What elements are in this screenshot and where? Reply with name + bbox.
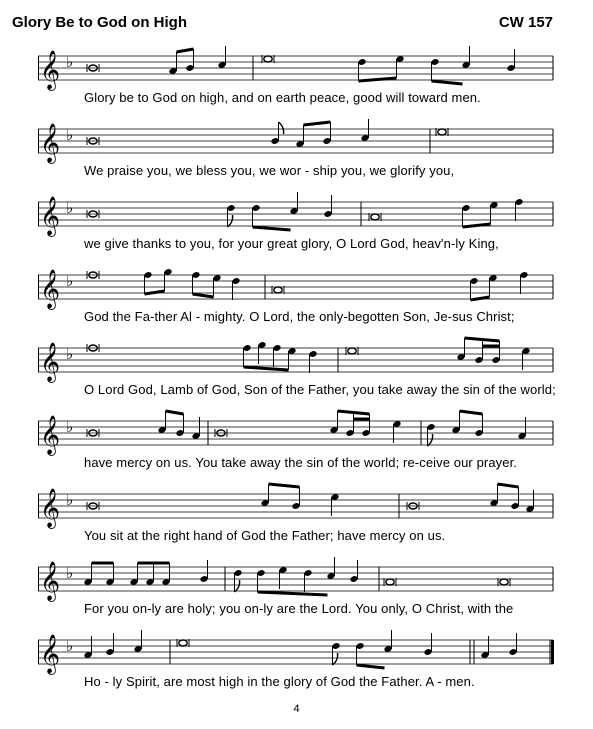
- key-signature-flat: ♭: [66, 491, 74, 509]
- music-system: [38, 44, 553, 90]
- staff: [38, 409, 553, 455]
- beam: [463, 224, 491, 227]
- note-flag: [279, 122, 284, 134]
- note-breve: [348, 348, 356, 354]
- note-breve: [386, 579, 394, 585]
- key-signature-flat: ♭: [66, 564, 74, 582]
- beam: [471, 297, 490, 300]
- music-system: [38, 190, 553, 236]
- beam: [177, 49, 194, 52]
- beam: [359, 78, 397, 81]
- staff: [38, 263, 553, 309]
- beam: [269, 484, 300, 487]
- note-breve: [179, 640, 187, 646]
- staff: [38, 190, 553, 236]
- note-breve: [371, 214, 379, 220]
- final-barline: [551, 640, 554, 664]
- beam: [304, 122, 331, 125]
- staff: [38, 555, 553, 601]
- lyric-line: Glory be to God on high, and on earth peace, good will toward men.: [84, 90, 481, 105]
- key-signature-flat: ♭: [66, 345, 74, 363]
- beam: [465, 338, 500, 341]
- key-signature-flat: ♭: [66, 53, 74, 71]
- staff: [38, 482, 553, 528]
- beam: [498, 484, 519, 487]
- beam: [432, 81, 463, 84]
- lyric-line: God the Fa-ther Al - mighty. O Lord, the only-begotten Son, Je-sus Christ;: [84, 309, 515, 324]
- music-system: [38, 482, 553, 528]
- music-system: [38, 263, 553, 309]
- music-system: [38, 117, 553, 163]
- beam: [193, 294, 214, 297]
- staff: [38, 336, 553, 382]
- treble-clef: 𝄞: [40, 269, 61, 309]
- lyric-line: You sit at the right hand of God the Father; have mercy on us.: [84, 528, 446, 543]
- beam: [460, 411, 483, 414]
- note-breve: [274, 287, 282, 293]
- staff: [38, 628, 553, 674]
- lyric-line: have mercy on us. You take away the sin of the world; re-ceive our prayer.: [84, 455, 518, 470]
- music-system: [38, 555, 553, 601]
- lyric-line: For you on-ly are holy; you on-ly are the Lord. You only, O Christ, with the: [84, 601, 514, 616]
- note-breve: [500, 579, 508, 585]
- lyric-line: Ho - ly Spirit, are most high in the glory of God the Father. A - men.: [84, 674, 475, 689]
- page-number: 4: [293, 703, 300, 715]
- key-signature-flat: ♭: [66, 418, 74, 436]
- beam: [166, 411, 184, 414]
- note-flag: [428, 434, 433, 446]
- hymn-number: CW 157: [498, 14, 553, 31]
- treble-clef: 𝄞: [40, 50, 61, 90]
- beam: [357, 665, 385, 668]
- note-flag: [333, 653, 338, 665]
- key-signature-flat: ♭: [66, 199, 74, 217]
- treble-clef: 𝄞: [40, 196, 61, 236]
- hymn-title: Glory Be to God on High: [12, 14, 187, 31]
- music-system: [38, 409, 553, 455]
- treble-clef: 𝄞: [40, 123, 61, 163]
- note-flag: [228, 215, 233, 227]
- note-flag: [235, 580, 240, 592]
- treble-clef: 𝄞: [40, 561, 61, 601]
- music-system: [38, 336, 553, 382]
- note-breve: [264, 56, 272, 62]
- key-signature-flat: ♭: [66, 126, 74, 144]
- treble-clef: 𝄞: [40, 634, 61, 674]
- staff: [38, 44, 553, 90]
- beam: [253, 227, 291, 230]
- key-signature-flat: ♭: [66, 272, 74, 290]
- beam: [338, 411, 370, 414]
- beam: [145, 291, 165, 294]
- treble-clef: 𝄞: [40, 415, 61, 455]
- music-system: [38, 628, 553, 674]
- beam: [244, 367, 289, 370]
- key-signature-flat: ♭: [66, 637, 74, 655]
- lyric-line: We praise you, we bless you, we wor - ship you, we glorify you,: [84, 163, 455, 178]
- lyric-line: we give thanks to you, for your great glory, O Lord God, heav'n-ly King,: [84, 236, 499, 251]
- staff: [38, 117, 553, 163]
- treble-clef: 𝄞: [40, 342, 61, 382]
- beam: [258, 592, 328, 595]
- treble-clef: 𝄞: [40, 488, 61, 528]
- note-breve: [438, 129, 446, 135]
- lyric-line: O Lord God, Lamb of God, Son of the Father, you take away the sin of the world;: [84, 382, 556, 397]
